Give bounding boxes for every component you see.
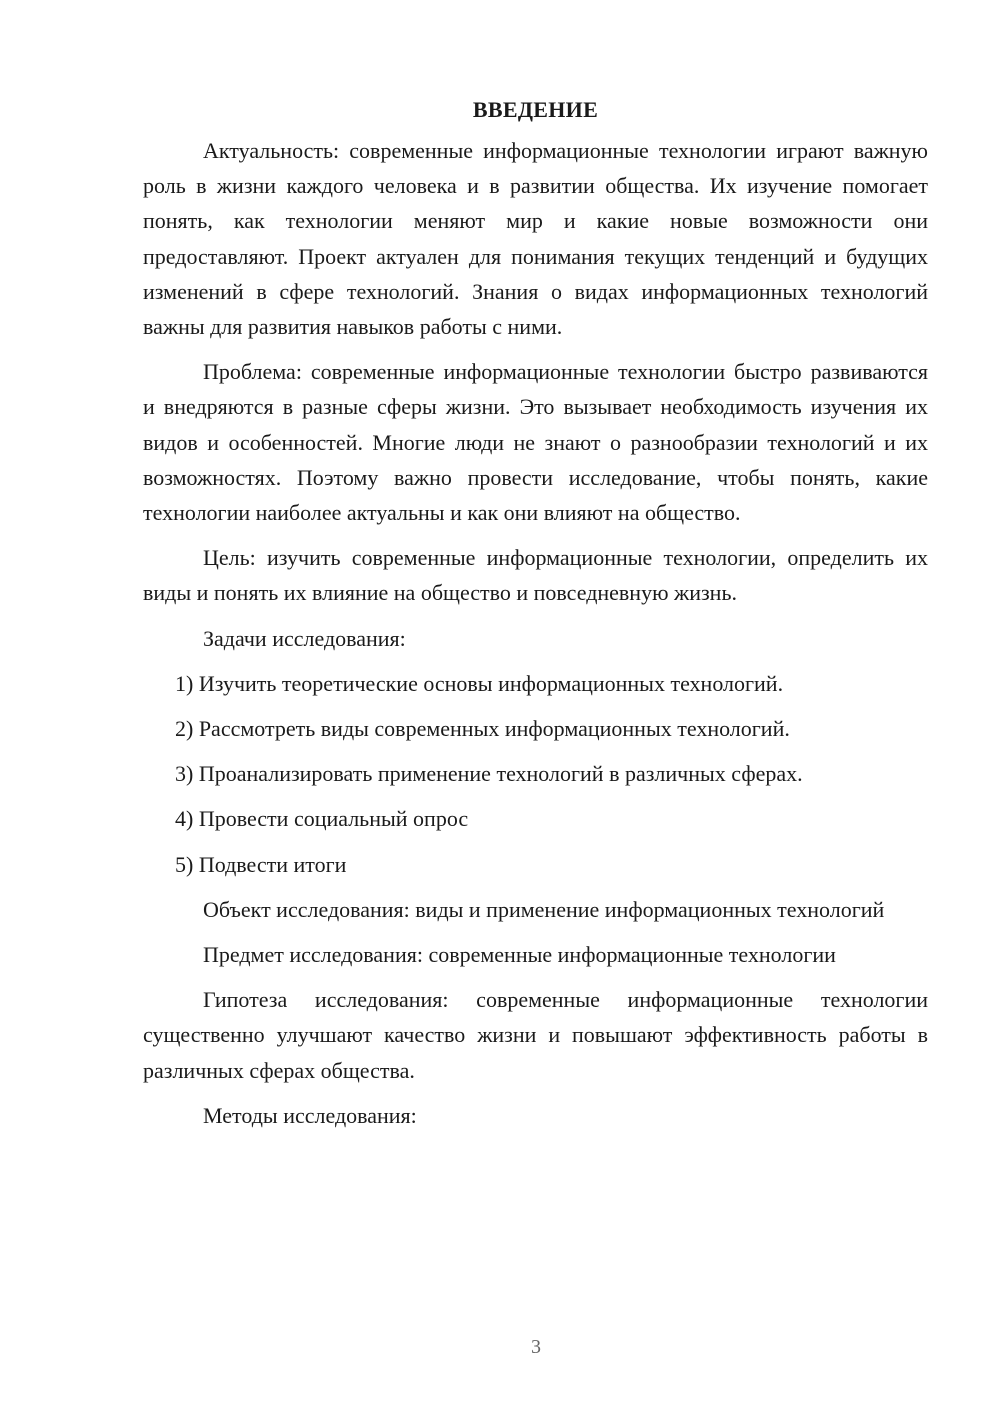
hypothesis-paragraph: Гипотеза исследования: современные информационные технологии существенно улучшают качество жизни и повышают эффективность работы в различных сферах общества. — [143, 987, 928, 1083]
task-item: 2) Рассмотреть виды современных информационных технологий. — [175, 716, 790, 742]
relevance-paragraph: Актуальность: современные информационные технологии играют важную роль в жизни каждого человека и в развитии общества. Их изучение помогает понять, как технологии меняют мир и какие новые возможности они предоставляют. Проект актуален для понимания текущих тенденций и будущих изменений в сфере технологий. Знания о видах информационных технологий важны для развития навыков работы с ними. — [143, 138, 928, 340]
object-paragraph: Объект исследования: виды и применение информационных технологий — [203, 896, 885, 922]
goal-paragraph: Цель: изучить современные информационные технологии, определить их виды и понять их влияние на общество и повседневную жизнь. — [143, 545, 928, 606]
page-number: 3 — [531, 1336, 541, 1358]
task-item: 4) Провести социальный опрос — [175, 806, 469, 832]
section-title: ВВЕДЕНИЕ — [472, 97, 599, 122]
methods-heading: Методы исследования: — [203, 1102, 417, 1128]
subject-paragraph: Предмет исследования: современные информационные технологии — [203, 942, 836, 968]
task-item: 3) Проанализировать применение технологий в различных сферах. — [175, 761, 803, 787]
page-content — [143, 92, 928, 1143]
problem-paragraph: Проблема: современные информационные технологии быстро развиваются и внедряются в разные сферы жизни. Это вызывает необходимость изучения их видов и особенностей. Многие люди не знают о разнообразии технологий и их возможностях. Поэтому важно провести исследование, чтобы понять, какие технологии наиболее актуальны и как они влияют на общество. — [143, 359, 928, 526]
task-item: 5) Подвести итоги — [175, 851, 347, 877]
task-item: 1) Изучить теоретические основы информационных технологий. — [175, 670, 784, 696]
tasks-heading: Задачи исследования: — [203, 625, 406, 651]
